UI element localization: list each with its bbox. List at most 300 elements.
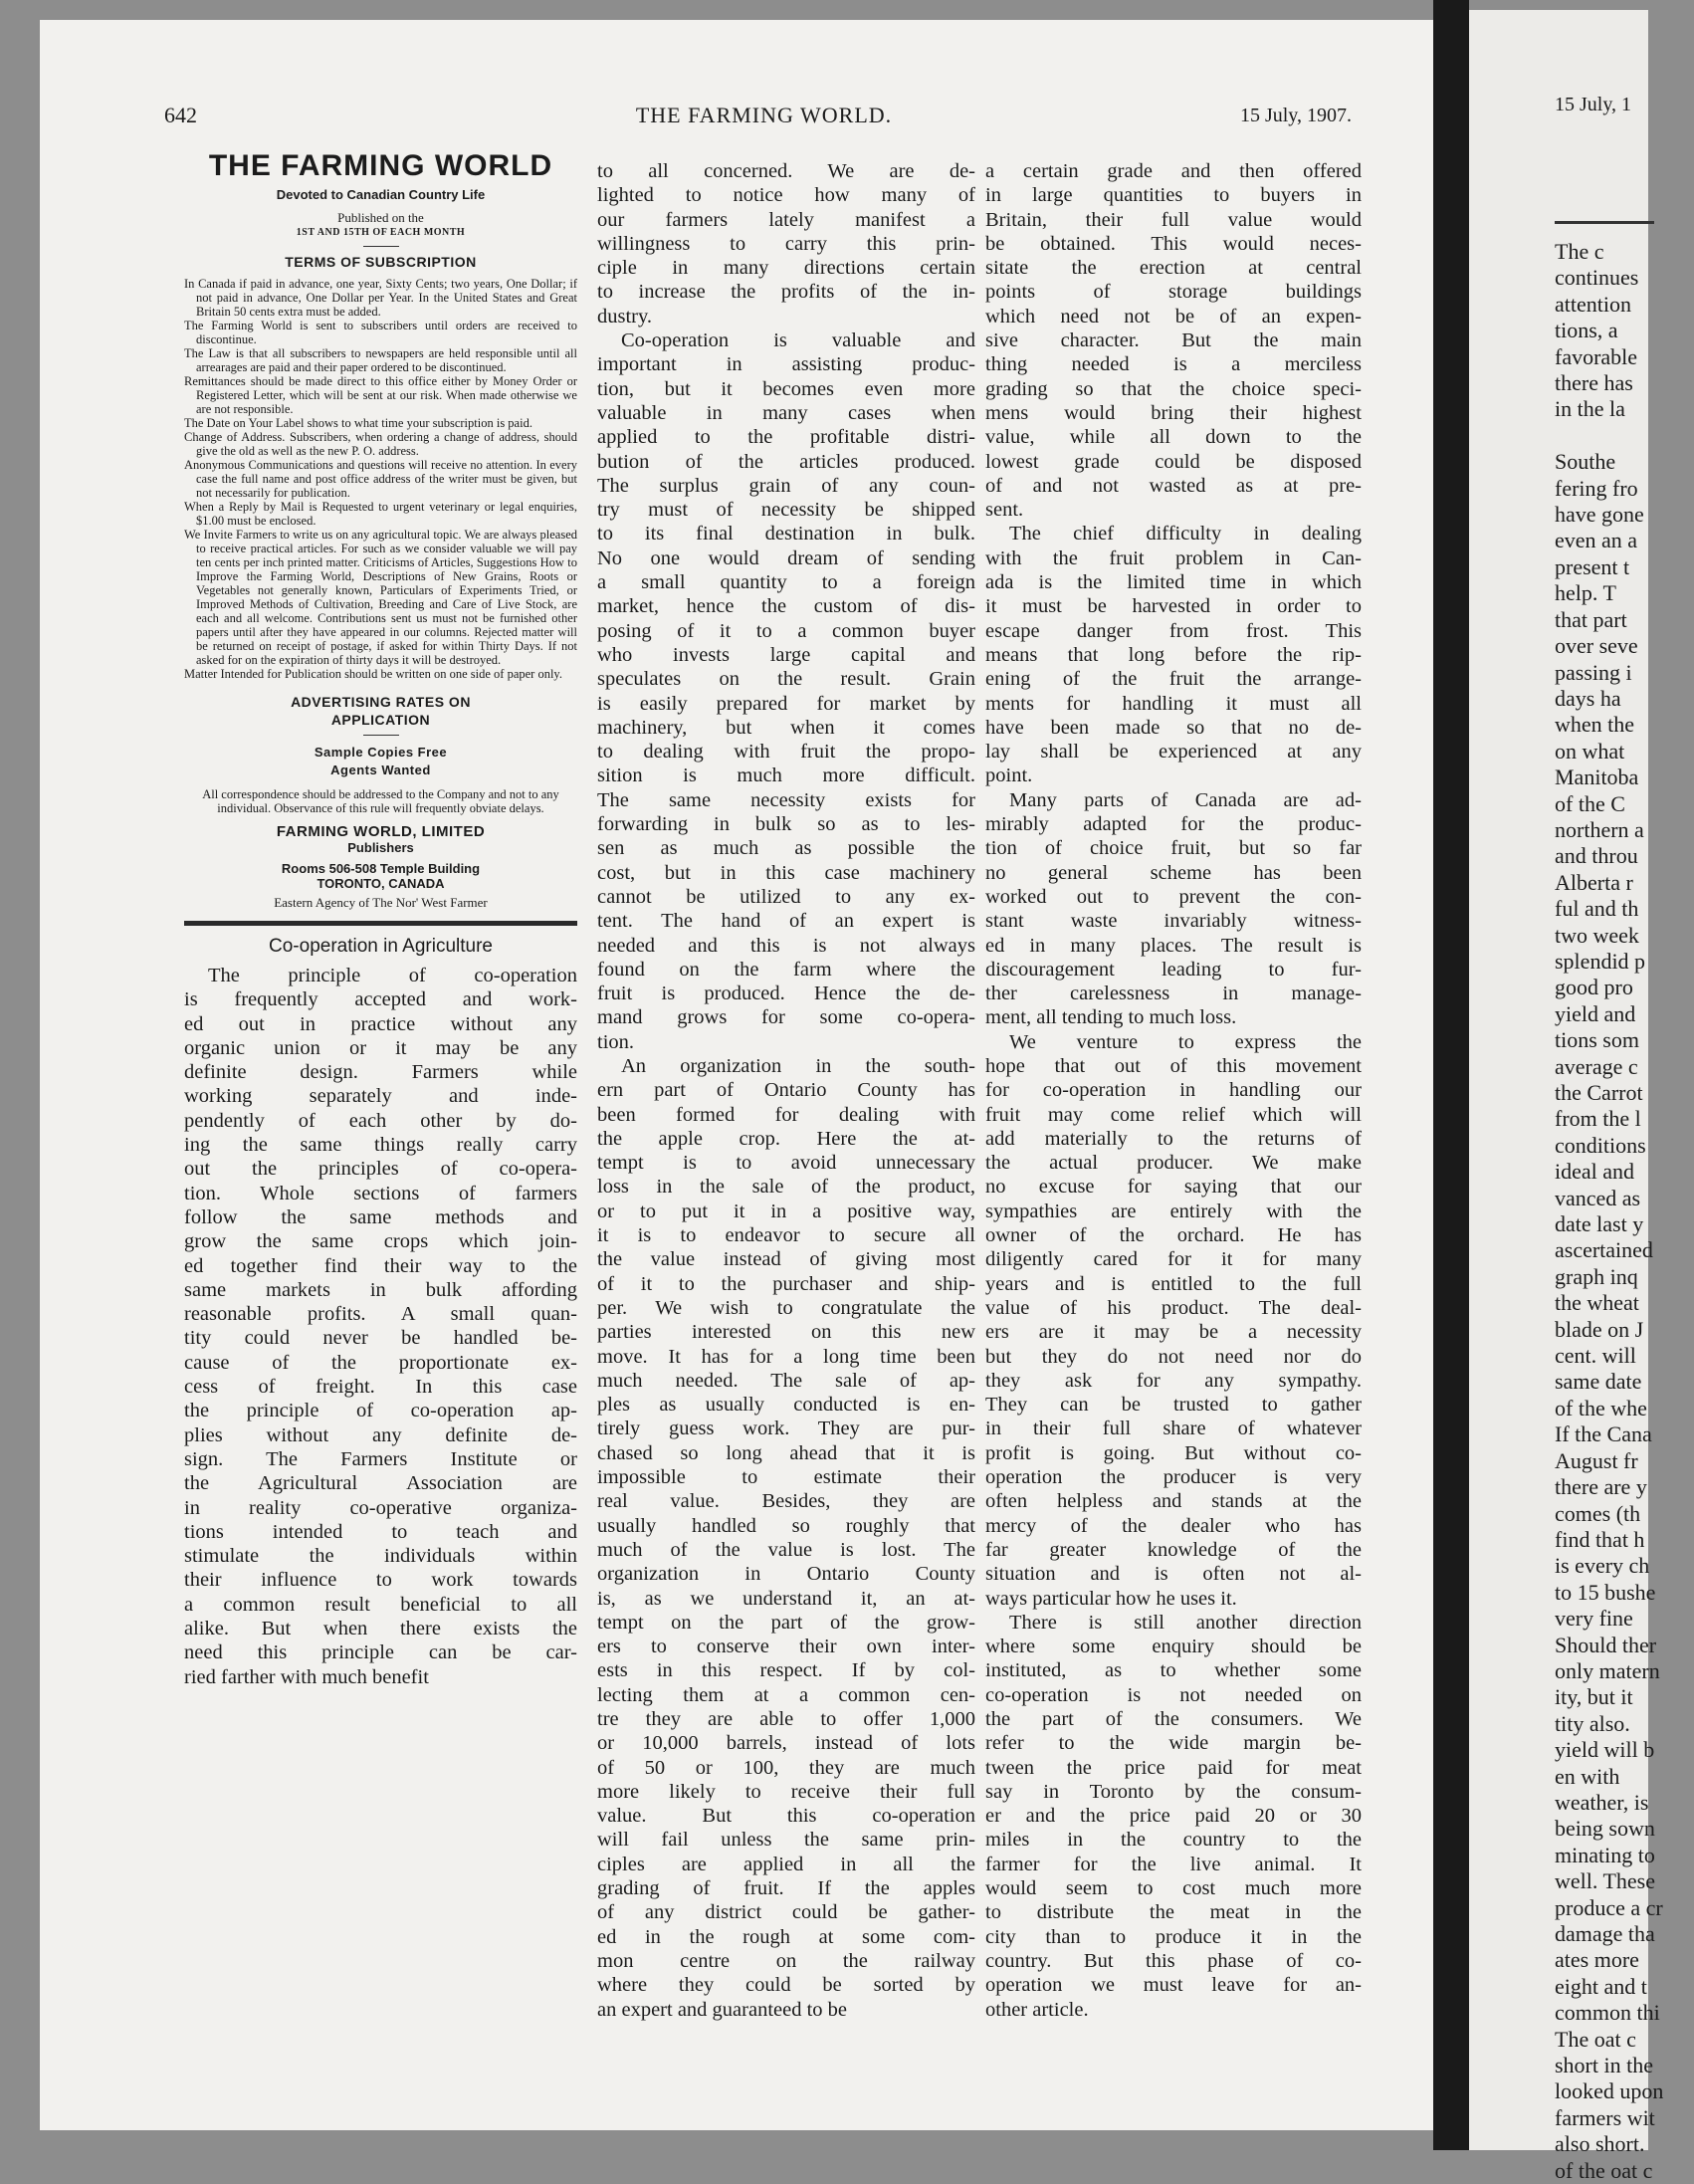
article-line: an expert and guaranteed to be <box>597 1998 848 2021</box>
next-page-text <box>1555 239 1694 2184</box>
article-line: real value. Besides, they are <box>597 1490 975 1513</box>
next-page-line: splendid p <box>1555 948 1646 974</box>
article-line: organic union or it may be any <box>184 1036 577 1059</box>
article-line: more likely to receive their full <box>597 1780 975 1803</box>
article-line: There is still another direction <box>1009 1611 1362 1634</box>
article-line: mand grows for some co-opera- <box>597 1006 975 1029</box>
next-page-line: attention <box>1555 291 1631 317</box>
advertising-heading-line-2: APPLICATION <box>330 712 431 728</box>
next-page-line: ful and th <box>1555 896 1639 922</box>
article-line: stant waste invariably witness- <box>985 910 1362 933</box>
article-line: tirely guess work. They are pur- <box>597 1418 975 1440</box>
published-line-1: Published on the <box>337 210 424 225</box>
next-page-line: good pro <box>1555 975 1633 1000</box>
next-page-line: Southe <box>1555 449 1616 475</box>
article-line: miles in the country to the <box>985 1829 1362 1852</box>
article-line: valuable in many cases when <box>597 401 975 424</box>
next-page-line <box>1555 423 1694 449</box>
next-page-line: that part <box>1555 606 1627 632</box>
article-line: no excuse for saying that our <box>985 1176 1362 1199</box>
article-line: grow the same crops which join- <box>184 1230 577 1253</box>
article-line: The chief difficulty in dealing <box>1009 523 1362 546</box>
article-line: ciple in many directions certain <box>597 257 975 280</box>
article-line: market, hence the custom of dis- <box>597 595 975 618</box>
article-line: try must of necessity be shipped <box>597 499 975 522</box>
next-page-line: yield will b <box>1555 1737 1655 1763</box>
terms-paragraph: Anonymous Communications and questions will receive no attention. In every case the full name and post office address of the writer must be given, but not necessarily for publication. <box>184 458 577 500</box>
article-line: our farmers lately manifest a <box>597 208 975 231</box>
terms-paragraph: Matter Intended for Publication should be written on one side of paper only. <box>184 667 562 681</box>
divider <box>363 735 399 736</box>
article-line: discouragement leading to fur- <box>985 958 1362 981</box>
article-line: tions intended to teach and <box>184 1520 577 1543</box>
running-title: THE FARMING WORLD. <box>635 103 893 127</box>
article-line: points of storage buildings <box>985 281 1362 304</box>
article-line: ed in many places. The result is <box>985 934 1362 957</box>
article-line: far greater knowledge of the <box>985 1538 1362 1561</box>
article-line: tion, but it becomes even more <box>597 377 975 400</box>
next-page-line: vanced as <box>1555 1185 1641 1210</box>
masthead-title: THE FARMING WORLD <box>208 149 553 182</box>
article-line: speculates on the result. Grain <box>597 668 975 691</box>
article-line: profit is going. But without co- <box>985 1441 1362 1464</box>
next-page-line: even an a <box>1555 528 1638 553</box>
next-page-line: find that h <box>1555 1526 1645 1552</box>
article-line: lighted to notice how many of <box>597 184 975 207</box>
next-page-rule <box>1555 221 1654 224</box>
next-page-line: two week <box>1555 922 1639 948</box>
next-page-line: short in the <box>1555 2053 1653 2078</box>
article-line: in their full share of whatever <box>985 1418 1362 1440</box>
next-page-line: from the l <box>1555 1106 1641 1132</box>
article-line: refer to the wide margin be- <box>985 1732 1362 1755</box>
next-page-line: date last y <box>1555 1211 1644 1237</box>
article-line: ern part of Ontario County has <box>597 1079 975 1102</box>
article-line: ada is the limited time in which <box>985 571 1362 594</box>
article-line: no general scheme has been <box>985 861 1362 884</box>
article-line: found on the farm where the <box>597 958 975 981</box>
terms-paragraph: The Date on Your Label shows to what time your subscription is paid. <box>184 416 532 430</box>
article-line: ests in this respect. If by col- <box>597 1659 975 1682</box>
article-line: cannot be utilized to any ex- <box>597 885 975 908</box>
article-line: cess of freight. In this case <box>184 1376 577 1399</box>
column-1 <box>184 149 577 1689</box>
next-page-line: comes (th <box>1555 1500 1641 1526</box>
article-line: ening of the fruit the arrange- <box>985 668 1362 691</box>
next-page-line: Alberta r <box>1555 869 1633 895</box>
next-page-line: produce a cr <box>1555 1894 1663 1920</box>
article-line: mercy of the dealer who has <box>985 1514 1362 1537</box>
article-line: to distribute the meat in the <box>985 1901 1362 1924</box>
next-page-line: same date <box>1555 1369 1642 1395</box>
article-line: to dealing with fruit the propo- <box>597 741 975 764</box>
terms-paragraph: Remittances should be made direct to this office either by Money Order or Registered Letter, which will be sent at our risk. When made otherwise we are not responsible. <box>184 374 577 416</box>
next-page-line: being sown <box>1555 1816 1655 1842</box>
running-header <box>164 103 1364 136</box>
article-line: value. But this co-operation <box>597 1805 975 1828</box>
next-page-line: passing i <box>1555 659 1632 685</box>
article-line: means that long before the rip- <box>985 643 1362 666</box>
next-page-line: August fr <box>1555 1447 1638 1473</box>
publisher-name: FARMING WORLD, LIMITED <box>276 823 486 840</box>
article-line: it must be harvested in order to <box>985 595 1362 618</box>
article-line: worked out to prevent the con- <box>985 885 1362 908</box>
column-2 <box>597 159 975 2022</box>
article-line: ment, all tending to much loss. <box>985 1006 1237 1029</box>
sample-line-1: Sample Copies Free <box>314 745 448 760</box>
article-line: value of his product. The deal- <box>985 1296 1362 1319</box>
article-line: sition is much more difficult. <box>597 764 975 787</box>
article-line: mens would bring their highest <box>985 401 1362 424</box>
article-line: important in assisting produc- <box>597 353 975 376</box>
article-line: ciples are applied in all the <box>597 1853 975 1875</box>
article-line: out the principles of co-opera- <box>184 1158 577 1181</box>
article-line: tent. The hand of an expert is <box>597 910 975 933</box>
sample-line-2: Agents Wanted <box>330 763 431 777</box>
article-line: cost, but in this case machinery <box>597 861 975 884</box>
article-line: sign. The Farmers Institute or <box>184 1447 577 1470</box>
article-line: ers are it may be a necessity <box>985 1321 1362 1344</box>
next-page-line: Manitoba <box>1555 764 1639 790</box>
advertising-heading <box>184 693 577 729</box>
article-line: a common result beneficial to all <box>184 1593 577 1616</box>
article-line: tion of choice fruit, but so far <box>985 837 1362 860</box>
article-line: the part of the consumers. We <box>985 1708 1362 1730</box>
article-line: Britain, their full value would <box>985 208 1362 231</box>
article-line: bution of the articles produced. <box>597 450 975 473</box>
article-line: ing the same things really carry <box>184 1134 577 1157</box>
terms-heading: TERMS OF SUBSCRIPTION <box>285 254 477 270</box>
terms-paragraph: The Farming World is sent to subscribers until orders are received to discontinue. <box>184 319 577 346</box>
article-line: hope that out of this movement <box>985 1054 1362 1077</box>
article-line: ways particular how he uses it. <box>985 1587 1237 1610</box>
masthead-subtitle: Devoted to Canadian Country Life <box>276 187 486 202</box>
article-line: applied to the profitable distri- <box>597 426 975 449</box>
article-line: country. But this phase of co- <box>985 1949 1362 1972</box>
next-page-line: over seve <box>1555 633 1638 659</box>
next-page-line: ascertained <box>1555 1237 1653 1263</box>
article-line: have been made so that no de- <box>985 716 1362 739</box>
article-line: say in Toronto by the consum- <box>985 1780 1362 1803</box>
publisher-role: Publishers <box>347 840 414 855</box>
article-line: ed out in practice without any <box>184 1012 577 1035</box>
next-page-line: en with <box>1555 1763 1620 1789</box>
article-line: point. <box>985 764 1033 787</box>
article-line: An organization in the south- <box>621 1054 975 1077</box>
article-line: The same necessity exists for <box>597 788 975 811</box>
article-line: to all concerned. We are de- <box>597 160 975 182</box>
next-page-line: ates more <box>1555 1947 1639 1973</box>
next-page-line: northern a <box>1555 816 1644 842</box>
publisher-address-2: TORONTO, CANADA <box>317 876 445 891</box>
page-number: 642 <box>164 103 197 127</box>
next-page-line: common thi <box>1555 2000 1660 2026</box>
article-line: thing needed is a merciless <box>985 353 1362 376</box>
article-line: mon centre on the railway <box>597 1949 975 1972</box>
correspondence-note: All correspondence should be addressed to the Company and not to any individual. Observance of this rule will frequently obviate delays. <box>202 787 559 815</box>
article-line: cause of the proportionate ex- <box>184 1351 577 1374</box>
next-page-line: present t <box>1555 553 1630 579</box>
article-line: sive character. But the main <box>985 329 1362 352</box>
publisher-address-1: Rooms 506-508 Temple Building <box>281 861 481 876</box>
next-page-line: tity also. <box>1555 1710 1630 1736</box>
article-line: be obtained. This would neces- <box>985 232 1362 255</box>
next-page-line: very fine <box>1555 1606 1633 1632</box>
article-column-2 <box>597 159 975 2022</box>
next-page-line: farmers wit <box>1555 2104 1655 2130</box>
next-page-line: of the whe <box>1555 1395 1647 1420</box>
article-line: follow the same methods and <box>184 1205 577 1228</box>
next-page-line: damage tha <box>1555 1921 1655 1946</box>
column-3 <box>985 159 1362 2022</box>
article-line: sent. <box>985 499 1024 522</box>
article-line: often helpless and stands at the <box>985 1490 1362 1513</box>
terms-paragraph: We Invite Farmers to write us on any agricultural topic. We are always pleased to receive practical articles. For such as we consider valuable we will pay ten cents per inch printed matter. Criticisms of Articles, Suggestions How to Improve the Farming World, Descriptions of New Grains, Roots or Vegetables not generally known, Particulars of Experiments Tried, or Improved Methods of Cultivation, Breeding and Care of Live Stock, are each and all welcome. Contributions sent us must not be furnished other papers until after they have appeared in our columns. Rejected matter will be returned on receipt of postage, if asked for within Thirty Days. If not asked for on the expiration of thirty days it will be destroyed. <box>184 528 577 667</box>
next-page-line: well. These <box>1555 1868 1656 1894</box>
article-line: the Agricultural Association are <box>184 1472 577 1495</box>
article-line: organization in Ontario County <box>597 1563 975 1586</box>
article-line: lecting them at a common cen- <box>597 1683 975 1706</box>
next-page-line: is every ch <box>1555 1553 1650 1579</box>
next-page-line: looked upon <box>1555 2078 1664 2104</box>
article-line: much needed. The sale of ap- <box>597 1369 975 1392</box>
divider <box>363 246 399 247</box>
next-page-line: weather, is <box>1555 1789 1649 1815</box>
article-title: Co-operation in Agriculture <box>269 936 493 957</box>
article-line: a small quantity to a foreign <box>597 571 975 594</box>
article-line: tity could never be handled be- <box>184 1327 577 1350</box>
article-line: in reality co-operative organiza- <box>184 1496 577 1519</box>
article-line: tre they are able to offer 1,000 <box>597 1708 975 1730</box>
article-line: ried farther with much benefit <box>184 1665 429 1688</box>
article-line: reasonable profits. A small quan- <box>184 1303 577 1326</box>
next-page-line: favorable <box>1555 343 1638 369</box>
article-line: their influence to work towards <box>184 1569 577 1592</box>
article-line: chased so long ahead that it is <box>597 1441 975 1464</box>
next-page-line: average c <box>1555 1053 1638 1079</box>
article-line: instituted, as to whether some <box>985 1659 1362 1682</box>
article-line: move. It has for a long time been <box>597 1345 975 1368</box>
article-line: to increase the profits of the in- <box>597 281 975 304</box>
article-line: or 10,000 barrels, instead of lots <box>597 1732 975 1755</box>
terms-paragraph: In Canada if paid in advance, one year, Sixty Cents; two years, One Dollar; if not paid in advance, One Dollar per Year. In the United States and Great Britain 50 cents extra must be added. <box>184 277 577 319</box>
terms-paragraph: The Law is that all subscribers to newspapers are held responsible until all arrearages are paid and their paper ordered to be discontinued. <box>184 346 577 374</box>
article-line: lay shall be experienced at any <box>985 741 1362 764</box>
article-line: The surplus grain of any coun- <box>597 474 975 497</box>
next-page-line: ideal and <box>1555 1159 1635 1185</box>
article-line: or to put it in a positive way, <box>597 1200 975 1222</box>
article-line: operation the producer is very <box>985 1466 1362 1489</box>
article-line: the apple crop. Here the at- <box>597 1127 975 1150</box>
article-line: much of the value is lost. The <box>597 1538 975 1561</box>
next-page-line: only matern <box>1555 1657 1660 1683</box>
eastern-agency: Eastern Agency of The Nor' West Farmer <box>274 895 488 910</box>
article-line: We venture to express the <box>1009 1030 1362 1053</box>
article-line: where they could be sorted by <box>597 1974 975 1997</box>
next-page-line: tions som <box>1555 1027 1639 1053</box>
next-page-line: eight and t <box>1555 1973 1647 1999</box>
next-page-line: graph inq <box>1555 1263 1638 1289</box>
article-line: it is to endeavor to secure all <box>597 1224 975 1247</box>
article-line: escape danger from frost. This <box>985 619 1362 642</box>
article-line: tion. <box>597 1030 635 1053</box>
next-page-line: of the C <box>1555 790 1625 816</box>
article-line: is easily prepared for market by <box>597 692 975 715</box>
article-line: No one would dream of sending <box>597 546 975 569</box>
article-line: is frequently accepted and work- <box>184 988 577 1011</box>
article-line: they ask for any sympathy. <box>985 1369 1362 1392</box>
article-line: The principle of co-operation <box>208 965 577 986</box>
next-page-line: when the <box>1555 712 1635 738</box>
next-page-line: The c <box>1555 239 1604 264</box>
article-line: is, as we understand it, an at- <box>597 1587 975 1610</box>
next-page-edge <box>1469 10 1664 2183</box>
article-line: the actual producer. We make <box>985 1152 1362 1175</box>
article-line: plies without any definite de- <box>184 1423 577 1446</box>
article-line: tempt is to avoid unnecessary <box>597 1152 975 1175</box>
next-page-header: 15 July, 1 <box>1555 94 1632 115</box>
next-page-line: tions, a <box>1555 318 1618 343</box>
next-page-line: have gone <box>1555 502 1644 528</box>
article-line: sympathies are entirely with the <box>985 1200 1362 1222</box>
article-line: impossible to estimate their <box>597 1466 975 1489</box>
article-line: sitate the erection at central <box>985 257 1362 280</box>
terms-list <box>184 277 577 681</box>
article-line: tempt on the part of the grow- <box>597 1611 975 1634</box>
article-line: parties interested on this new <box>597 1321 975 1344</box>
next-page-line: ity, but it <box>1555 1684 1633 1710</box>
article-line: Co-operation is valuable and <box>621 329 975 352</box>
issue-date: 15 July, 1907. <box>1239 105 1352 126</box>
next-page-line: days ha <box>1555 685 1621 711</box>
article-line: who invests large capital and <box>597 643 975 666</box>
article-line: value, while all down to the <box>985 426 1362 449</box>
article-line: situation and is often not al- <box>985 1563 1362 1586</box>
next-page-line: on what <box>1555 738 1625 764</box>
article-line: which need not be of an expen- <box>985 305 1362 328</box>
next-page-line: The oat c <box>1555 2026 1636 2052</box>
article-line: They can be trusted to gather <box>985 1394 1362 1417</box>
next-page-line: If the Cana <box>1555 1421 1652 1447</box>
article-line: been formed for dealing with <box>597 1103 975 1126</box>
article-line: city than to produce it in the <box>985 1925 1362 1948</box>
article-line: in large quantities to buyers in <box>985 184 1362 207</box>
next-page-line: there has <box>1555 370 1633 396</box>
sample-copies <box>184 744 577 779</box>
article-line: lowest grade could be disposed <box>985 450 1362 473</box>
article-line: working separately and inde- <box>184 1085 577 1108</box>
article-line: the value instead of giving most <box>597 1248 975 1271</box>
article-line: owner of the orchard. He has <box>985 1224 1362 1247</box>
next-page-line: of the oat c <box>1555 2157 1653 2183</box>
article-line: willingness to carry this prin- <box>597 232 975 255</box>
article-line: co-operation is not needed on <box>985 1683 1362 1706</box>
article-line: of 50 or 100, they are much <box>597 1756 975 1779</box>
article-line: ples as usually conducted is en- <box>597 1394 975 1417</box>
article-line: will fail unless the same prin- <box>597 1829 975 1852</box>
article-line: to its final destination in bulk. <box>597 523 975 546</box>
article-line: same markets in bulk affording <box>184 1278 577 1301</box>
next-page-line: the Carrot <box>1555 1080 1643 1105</box>
next-page-line: blade on J <box>1555 1316 1644 1342</box>
article-line: ed together find their way to the <box>184 1254 577 1277</box>
next-page-line: fering fro <box>1555 475 1638 501</box>
book-spine <box>1433 0 1469 2150</box>
article-line: ed in the rough at some com- <box>597 1925 975 1948</box>
terms-paragraph: Change of Address. Subscribers, when ordering a change of address, should give the old as well as the new P. O. address. <box>184 430 577 458</box>
article-line: the principle of co-operation ap- <box>184 1400 577 1422</box>
article-line: of it to the purchaser and ship- <box>597 1272 975 1295</box>
article-line: but they do not need nor do <box>985 1345 1362 1368</box>
article-line: ther carelessness in manage- <box>985 983 1362 1005</box>
article-line: farmer for the live animal. It <box>985 1853 1362 1875</box>
article-line: per. We wish to congratulate the <box>597 1296 975 1319</box>
section-rule <box>184 921 577 926</box>
article-line: a certain grade and then offered <box>985 160 1362 182</box>
article-line: fruit may come relief which will <box>985 1103 1362 1126</box>
article-column-1 <box>184 964 577 1689</box>
next-page-line: the wheat <box>1555 1290 1639 1316</box>
next-page-line: yield and <box>1555 1000 1636 1026</box>
article-line: for co-operation in handling our <box>985 1079 1362 1102</box>
next-page-line: in the la <box>1555 396 1625 422</box>
article-line: with the fruit problem in Can- <box>985 546 1362 569</box>
article-line: loss in the sale of the product, <box>597 1176 975 1199</box>
article-line: er and the price paid 20 or 30 <box>985 1805 1362 1828</box>
article-line: Many parts of Canada are ad- <box>1009 788 1362 811</box>
article-line: dustry. <box>597 305 653 328</box>
article-line: grading so that the choice speci- <box>985 377 1362 400</box>
next-page-line: cent. will <box>1555 1343 1636 1369</box>
article-line: needed and this is not always <box>597 934 975 957</box>
article-line: operation we must leave for an- <box>985 1974 1362 1997</box>
article-line: of any district could be gather- <box>597 1901 975 1924</box>
article-line: tion. Whole sections of farmers <box>184 1182 577 1204</box>
article-line: grading of fruit. If the apples <box>597 1877 975 1900</box>
next-page-line: also short. <box>1555 2131 1645 2157</box>
article-line: where some enquiry should be <box>985 1636 1362 1658</box>
article-line: fruit is produced. Hence the de- <box>597 983 975 1005</box>
article-line: usually handled so roughly that <box>597 1514 975 1537</box>
article-line: forwarding in bulk so as to les- <box>597 813 975 836</box>
next-page-line: continues <box>1555 265 1639 291</box>
article-line: need this principle can be car- <box>184 1641 577 1664</box>
article-line: would seem to cost much more <box>985 1877 1362 1900</box>
advertising-heading-line-1: ADVERTISING RATES ON <box>291 694 471 710</box>
article-line: machinery, but when it comes <box>597 716 975 739</box>
article-line: sen as much as possible the <box>597 837 975 860</box>
article-line: of and not wasted as at pre- <box>985 474 1362 497</box>
terms-paragraph: When a Reply by Mail is Requested to urgent veterinary or legal enquiries, $1.00 must be enclosed. <box>184 500 577 528</box>
article-line: ers to conserve their own inter- <box>597 1636 975 1658</box>
next-page-line: conditions <box>1555 1132 1646 1158</box>
next-page-line: minating to <box>1555 1842 1655 1867</box>
article-line: stimulate the individuals within <box>184 1545 577 1568</box>
article-line: mirably adapted for the produc- <box>985 813 1362 836</box>
article-line: tween the price paid for meat <box>985 1756 1362 1779</box>
article-line: alike. But when there exists the <box>184 1618 577 1640</box>
article-line: definite design. Farmers while <box>184 1061 577 1084</box>
article-line: posing of it to a common buyer <box>597 619 975 642</box>
next-page-line: and throu <box>1555 843 1638 869</box>
article-line: add materially to the returns of <box>985 1127 1362 1150</box>
article-line: pendently of each other by do- <box>184 1109 577 1132</box>
article-column-3 <box>985 159 1362 2022</box>
published-line-2: 1ST AND 15TH OF EACH MONTH <box>296 227 466 238</box>
next-page-line: there are y <box>1555 1474 1647 1500</box>
article-line: ments for handling it must all <box>985 692 1362 715</box>
publication-schedule <box>184 210 577 240</box>
